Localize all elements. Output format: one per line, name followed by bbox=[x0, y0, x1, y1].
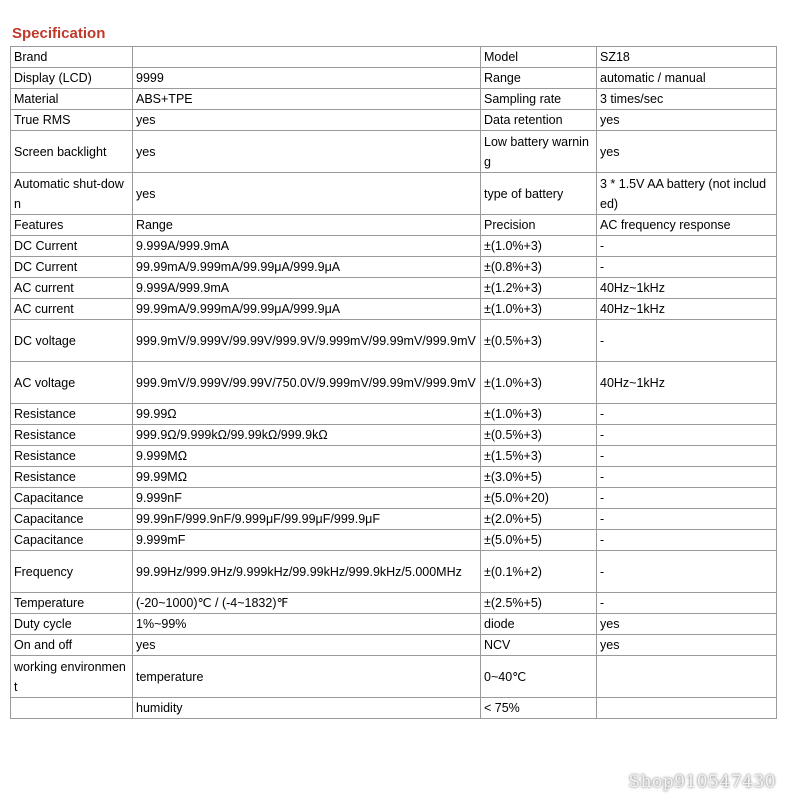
table-cell: 1%~99% bbox=[133, 614, 481, 635]
table-cell: ±(3.0%+5) bbox=[481, 467, 597, 488]
table-row bbox=[11, 89, 777, 110]
table-cell: working environment bbox=[11, 656, 133, 698]
table-cell: yes bbox=[133, 110, 481, 131]
table-cell: Resistance bbox=[11, 425, 133, 446]
table-row bbox=[11, 278, 777, 299]
table-cell: 999.9Ω/9.999kΩ/99.99kΩ/999.9kΩ bbox=[133, 425, 481, 446]
table-cell: AC current bbox=[11, 299, 133, 320]
table-cell: 99.99mA/9.999mA/99.99μA/999.9μA bbox=[133, 257, 481, 278]
table-cell: - bbox=[597, 488, 777, 509]
table-cell: Resistance bbox=[11, 467, 133, 488]
table-cell: ±(5.0%+20) bbox=[481, 488, 597, 509]
table-cell bbox=[597, 656, 777, 698]
table-row bbox=[11, 635, 777, 656]
table-row bbox=[11, 551, 777, 593]
table-cell: (-20~1000)℃ / (-4~1832)℉ bbox=[133, 593, 481, 614]
table-cell: Screen backlight bbox=[11, 131, 133, 173]
table-cell: ±(1.0%+3) bbox=[481, 404, 597, 425]
table-row bbox=[11, 131, 777, 173]
table-cell: Capacitance bbox=[11, 509, 133, 530]
table-cell: Display (LCD) bbox=[11, 68, 133, 89]
table-cell: ABS+TPE bbox=[133, 89, 481, 110]
table-cell: yes bbox=[597, 614, 777, 635]
table-cell: - bbox=[597, 593, 777, 614]
table-cell: 3 * 1.5V AA battery (not included) bbox=[597, 173, 777, 215]
table-cell: ±(1.0%+3) bbox=[481, 236, 597, 257]
table-cell: < 75% bbox=[481, 698, 597, 719]
table-cell: yes bbox=[133, 173, 481, 215]
table-cell: ±(2.0%+5) bbox=[481, 509, 597, 530]
table-cell: 99.99Hz/999.9Hz/9.999kHz/99.99kHz/999.9kHz/5.000MHz bbox=[133, 551, 481, 593]
table-cell: - bbox=[597, 404, 777, 425]
table-cell: Resistance bbox=[11, 446, 133, 467]
table-row bbox=[11, 257, 777, 278]
table-cell: NCV bbox=[481, 635, 597, 656]
table-row bbox=[11, 656, 777, 698]
table-cell: AC voltage bbox=[11, 362, 133, 404]
table-cell: Temperature bbox=[11, 593, 133, 614]
table-cell: ±(1.2%+3) bbox=[481, 278, 597, 299]
table-row bbox=[11, 404, 777, 425]
table-cell: 9.999A/999.9mA bbox=[133, 236, 481, 257]
table-cell: 9999 bbox=[133, 68, 481, 89]
table-cell: Material bbox=[11, 89, 133, 110]
table-cell: ±(0.8%+3) bbox=[481, 257, 597, 278]
table-cell: 40Hz~1kHz bbox=[597, 299, 777, 320]
table-cell: temperature bbox=[133, 656, 481, 698]
table-cell: ±(2.5%+5) bbox=[481, 593, 597, 614]
table-cell: - bbox=[597, 509, 777, 530]
table-cell: Model bbox=[481, 47, 597, 68]
table-cell: - bbox=[597, 425, 777, 446]
table-cell: AC current bbox=[11, 278, 133, 299]
table-row bbox=[11, 110, 777, 131]
table-cell: - bbox=[597, 236, 777, 257]
table-row bbox=[11, 299, 777, 320]
table-cell: On and off bbox=[11, 635, 133, 656]
table-cell: Duty cycle bbox=[11, 614, 133, 635]
table-cell: Capacitance bbox=[11, 530, 133, 551]
table-row bbox=[11, 614, 777, 635]
table-cell: Low battery warning bbox=[481, 131, 597, 173]
table-cell: ±(1.5%+3) bbox=[481, 446, 597, 467]
table-cell: 9.999A/999.9mA bbox=[133, 278, 481, 299]
table-row bbox=[11, 68, 777, 89]
table-cell: True RMS bbox=[11, 110, 133, 131]
table-cell: Sampling rate bbox=[481, 89, 597, 110]
table-cell: yes bbox=[597, 131, 777, 173]
table-cell: 99.99MΩ bbox=[133, 467, 481, 488]
table-cell: Resistance bbox=[11, 404, 133, 425]
table-row bbox=[11, 467, 777, 488]
table-cell: DC voltage bbox=[11, 320, 133, 362]
table-cell: 9.999mF bbox=[133, 530, 481, 551]
table-cell: - bbox=[597, 320, 777, 362]
table-cell bbox=[597, 698, 777, 719]
table-cell: 3 times/sec bbox=[597, 89, 777, 110]
table-cell: 99.99mA/9.999mA/99.99μA/999.9μA bbox=[133, 299, 481, 320]
table-cell: Range bbox=[481, 68, 597, 89]
table-cell: ±(1.0%+3) bbox=[481, 362, 597, 404]
table-row bbox=[11, 362, 777, 404]
shop-watermark: Shop910547430 bbox=[628, 772, 776, 792]
table-row bbox=[11, 530, 777, 551]
table-row bbox=[11, 446, 777, 467]
table-cell: - bbox=[597, 446, 777, 467]
table-cell: ±(0.1%+2) bbox=[481, 551, 597, 593]
table-row bbox=[11, 698, 777, 719]
table-cell: yes bbox=[597, 110, 777, 131]
table-row bbox=[11, 593, 777, 614]
table-cell: Features bbox=[11, 215, 133, 236]
table-cell: SZ18 bbox=[597, 47, 777, 68]
specification-table bbox=[10, 46, 777, 719]
table-cell: 999.9mV/9.999V/99.99V/750.0V/9.999mV/99.99mV/999.9mV bbox=[133, 362, 481, 404]
table-cell: 0~40℃ bbox=[481, 656, 597, 698]
table-cell: 9.999MΩ bbox=[133, 446, 481, 467]
table-cell: automatic / manual bbox=[597, 68, 777, 89]
table-cell: yes bbox=[133, 131, 481, 173]
table-cell: ±(1.0%+3) bbox=[481, 299, 597, 320]
table-cell: - bbox=[597, 530, 777, 551]
table-cell: 9.999nF bbox=[133, 488, 481, 509]
table-cell: Data retention bbox=[481, 110, 597, 131]
table-cell: type of battery bbox=[481, 173, 597, 215]
table-cell: DC Current bbox=[11, 236, 133, 257]
table-cell: Precision bbox=[481, 215, 597, 236]
table-cell: Brand bbox=[11, 47, 133, 68]
table-row bbox=[11, 509, 777, 530]
table-cell: AC frequency response bbox=[597, 215, 777, 236]
table-cell: Frequency bbox=[11, 551, 133, 593]
table-cell: - bbox=[597, 551, 777, 593]
table-row bbox=[11, 47, 777, 68]
table-cell: humidity bbox=[133, 698, 481, 719]
table-cell: - bbox=[597, 467, 777, 488]
table-cell: 999.9mV/9.999V/99.99V/999.9V/9.999mV/99.99mV/999.9mV bbox=[133, 320, 481, 362]
table-row bbox=[11, 236, 777, 257]
table-cell: ±(0.5%+3) bbox=[481, 320, 597, 362]
table-cell: diode bbox=[481, 614, 597, 635]
table-cell: ±(0.5%+3) bbox=[481, 425, 597, 446]
table-cell: 99.99Ω bbox=[133, 404, 481, 425]
table-cell: 40Hz~1kHz bbox=[597, 278, 777, 299]
table-cell: yes bbox=[597, 635, 777, 656]
table-row bbox=[11, 425, 777, 446]
table-cell: Capacitance bbox=[11, 488, 133, 509]
table-cell bbox=[133, 47, 481, 68]
table-cell bbox=[11, 698, 133, 719]
table-cell: Range bbox=[133, 215, 481, 236]
table-cell: DC Current bbox=[11, 257, 133, 278]
table-cell: 40Hz~1kHz bbox=[597, 362, 777, 404]
table-cell: - bbox=[597, 257, 777, 278]
table-row bbox=[11, 215, 777, 236]
table-cell: Automatic shut-down bbox=[11, 173, 133, 215]
table-row bbox=[11, 173, 777, 215]
table-cell: yes bbox=[133, 635, 481, 656]
table-row bbox=[11, 320, 777, 362]
spec-title: Specification bbox=[12, 25, 106, 42]
table-cell: ±(5.0%+5) bbox=[481, 530, 597, 551]
table-row bbox=[11, 488, 777, 509]
table-cell: 99.99nF/999.9nF/9.999μF/99.99μF/999.9μF bbox=[133, 509, 481, 530]
